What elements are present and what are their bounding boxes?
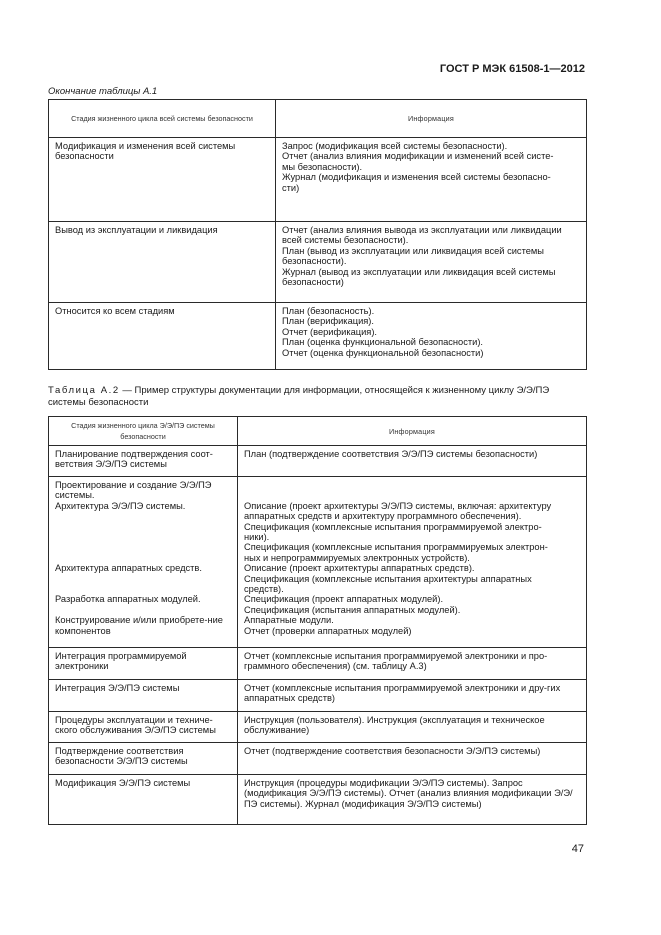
column-header-stage: Стадия жизненного цикла Э/Э/ПЭ системы безопасности	[49, 417, 238, 446]
info-line: Описание (проект архитектуры Э/Э/ПЭ системы, включая: архитектуру	[244, 500, 552, 511]
column-header-stage: Стадия жизненного цикла всей системы безопасности	[49, 100, 276, 138]
info-line: Спецификация (комплексные испытания архитектуры аппаратных	[244, 573, 532, 584]
column-header-info: Информация	[238, 417, 587, 446]
stage-sub: Разработка аппаратных модулей.	[55, 594, 201, 605]
table-a2-caption	[48, 385, 588, 409]
stage-cell	[49, 477, 238, 648]
info-cell	[276, 138, 587, 222]
stage-cell: Вывод из эксплуатации и ликвидация	[49, 222, 276, 303]
table-header-row	[49, 417, 587, 446]
table-a2	[48, 416, 587, 825]
standard-designation: ГОСТ Р МЭК 61508-1—2012	[439, 63, 585, 75]
info-line: Спецификация (комплексные испытания программируемых электрон-	[244, 542, 548, 553]
stage-cell: Процедуры эксплуатации и техниче-ского обслуживания Э/Э/ПЭ системы	[49, 712, 238, 743]
info-line: аппаратных средств и архитектуру программного обеспечения).	[244, 511, 522, 522]
table-row	[49, 648, 587, 680]
table-row	[49, 138, 587, 222]
table-row	[49, 303, 587, 370]
stage-cell: Интеграция программируемой электроники	[49, 648, 238, 680]
info-line: План (оценка функциональной безопасности).	[282, 337, 483, 348]
info-cell: План (подтверждение соответствия Э/Э/ПЭ системы безопасности)	[238, 446, 587, 477]
info-line: Спецификация (комплексные испытания программируемой электро-	[244, 521, 542, 532]
stage-intro: Проектирование и создание Э/Э/ПЭ системы.	[55, 480, 212, 501]
info-line: безопасности).	[282, 256, 347, 267]
info-line: сти)	[282, 182, 300, 193]
info-line: Спецификация (испытания аппаратных модулей).	[244, 604, 461, 615]
info-line: Журнал (вывод из эксплуатации или ликвидация всей системы	[282, 266, 556, 277]
table-header-row	[49, 100, 587, 138]
table-a2-title: — Пример структуры документации для информации, относящейся к жизненному циклу Э/Э/ПЭ системы безопасности	[48, 385, 550, 408]
column-header-info: Информация	[276, 100, 587, 138]
info-cell: Инструкция (процедуры модификации Э/Э/ПЭ системы). Запрос (модификация Э/Э/ПЭ системы). Отчет (анализ влияния модификации Э/Э/ПЭ системы). Журнал (модификация Э/Э/ПЭ системы)	[238, 775, 587, 825]
table-row	[49, 775, 587, 825]
table-row	[49, 712, 587, 743]
info-line: Описание (проект архитектуры аппаратных средств).	[244, 563, 475, 574]
info-line: Отчет (верификация).	[282, 326, 378, 337]
info-line: Отчет (анализ влияния модификации и изменений всей систе-	[282, 151, 554, 162]
info-line: Аппаратные модули.	[244, 615, 334, 626]
info-line: безопасности)	[282, 277, 344, 288]
stage-cell: Планирование подтверждения соот-ветствия Э/Э/ПЭ системы	[49, 446, 238, 477]
info-cell: Отчет (комплексные испытания программируемой электроники и про-граммного обеспечения) (см. таблицу А.3)	[238, 648, 587, 680]
stage-cell: Относится ко всем стадиям	[49, 303, 276, 370]
info-line: Отчет (оценка функциональной безопасности)	[282, 347, 484, 358]
table-a2-label: Таблица А.2	[48, 385, 120, 396]
info-cell: Отчет (комплексные испытания программируемой электроники и дру-гих аппаратных средств)	[238, 680, 587, 712]
stage-cell: Модификация и изменения всей системы безопасности	[49, 138, 276, 222]
info-line: План (вывод из эксплуатации или ликвидация всей системы	[282, 245, 544, 256]
info-line: всей системы безопасности).	[282, 235, 409, 246]
table-row	[49, 680, 587, 712]
table-a1	[48, 99, 587, 370]
info-line: Спецификация (проект аппаратных модулей).	[244, 594, 444, 605]
table-continuation-caption: Окончание таблицы А.1	[48, 86, 158, 97]
stage-sub: Конструирование и/или приобрете-ние компонентов	[55, 615, 223, 636]
info-cell	[276, 222, 587, 303]
info-line: Запрос (модификация всей системы безопасности).	[282, 141, 508, 151]
info-line: ники).	[244, 532, 270, 542]
info-cell: Инструкция (пользователя). Инструкция (эксплуатация и техническое обслуживание)	[238, 712, 587, 743]
stage-cell: Подтверждение соответствия безопасности Э/Э/ПЭ системы	[49, 743, 238, 775]
table-row	[49, 743, 587, 775]
stage-cell: Интеграция Э/Э/ПЭ системы	[49, 680, 238, 712]
info-cell	[276, 303, 587, 370]
info-line: Журнал (модификация и изменения всей системы безопасно-	[282, 172, 551, 183]
stage-sub: Архитектура аппаратных средств.	[55, 563, 202, 574]
info-line: Отчет (проверки аппаратных модулей)	[244, 625, 412, 636]
page-number: 47	[571, 843, 584, 855]
info-line: мы безопасности).	[282, 161, 363, 172]
stage-cell: Модификация Э/Э/ПЭ системы	[49, 775, 238, 825]
info-line: средств).	[244, 584, 284, 595]
table-row	[49, 477, 587, 648]
table-row	[49, 446, 587, 477]
info-line: План (верификация).	[282, 316, 374, 327]
info-line: Отчет (анализ влияния вывода из эксплуатации или ликвидации	[282, 225, 562, 235]
table-row	[49, 222, 587, 303]
info-cell	[238, 477, 587, 648]
info-line: План (безопасность).	[282, 306, 375, 316]
stage-sub: Архитектура Э/Э/ПЭ системы.	[55, 500, 186, 511]
info-line: ных и непрограммируемых электронных устройств).	[244, 552, 470, 563]
info-cell: Отчет (подтверждение соответствия безопасности Э/Э/ПЭ системы)	[238, 743, 587, 775]
